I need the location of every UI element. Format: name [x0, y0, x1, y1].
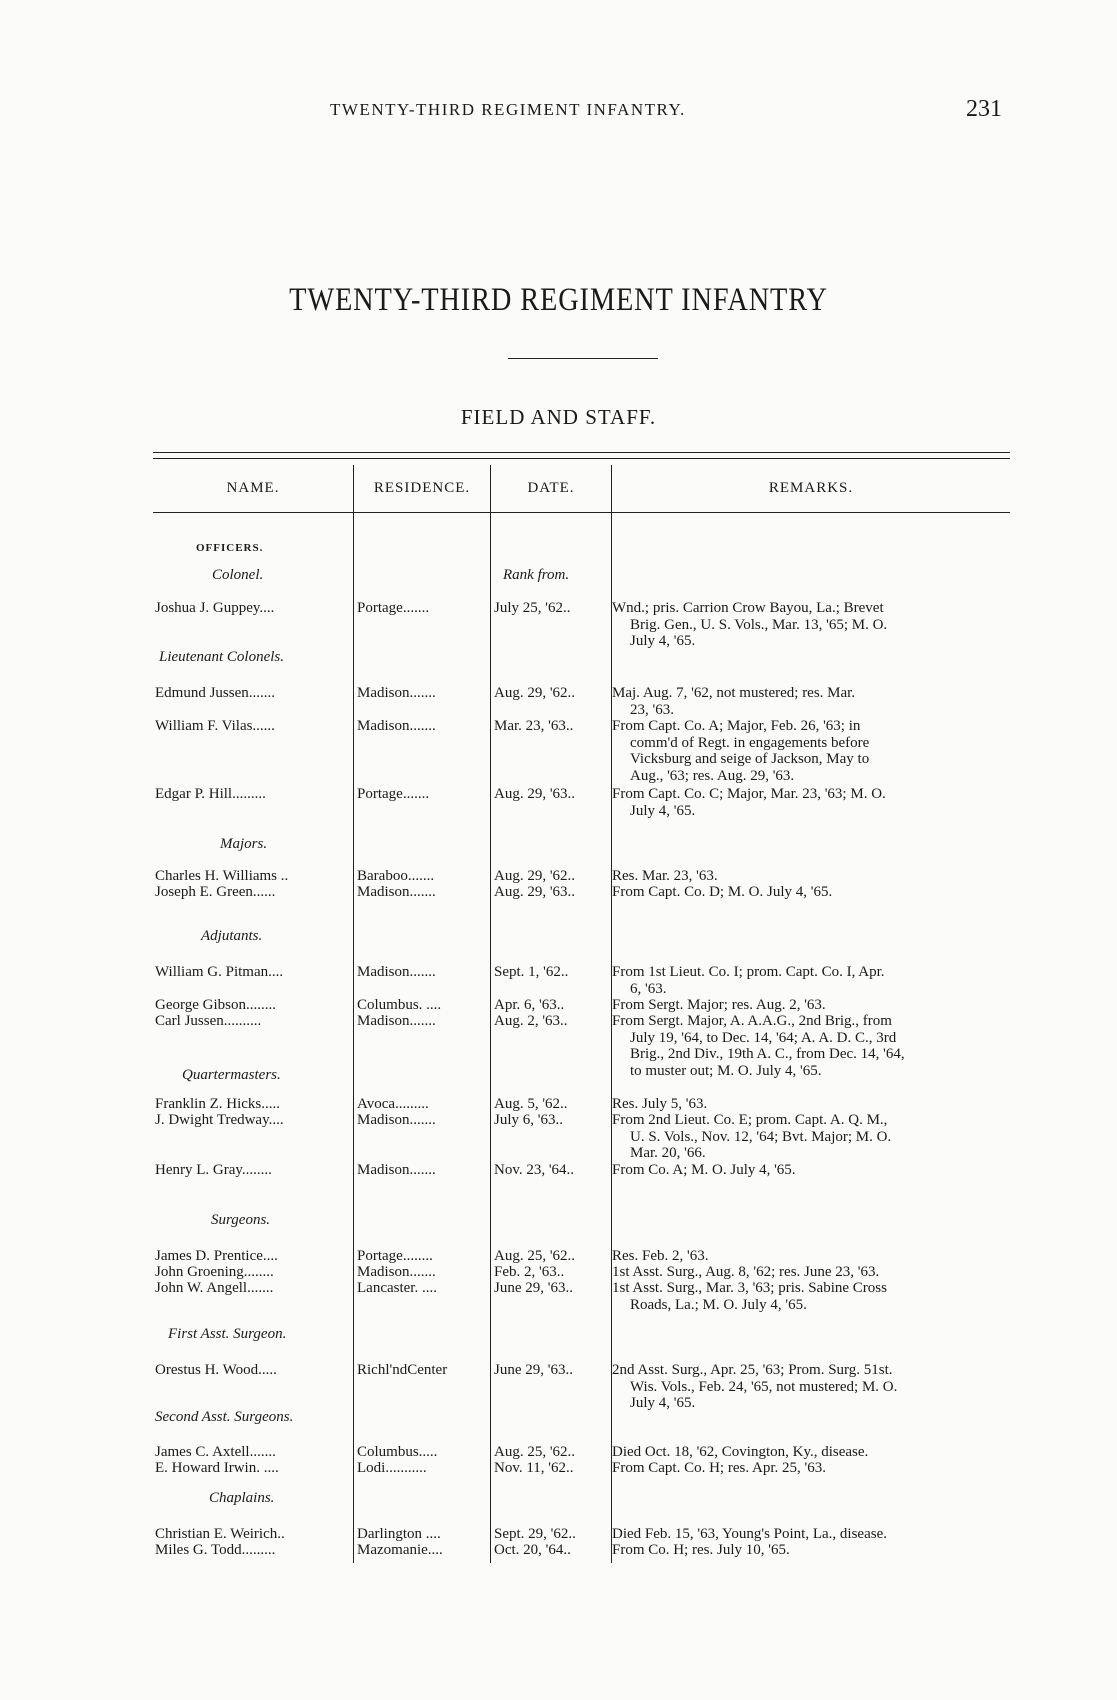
roster-remarks: [612, 1460, 1007, 1477]
roster-remarks: [612, 997, 1007, 1014]
roster-name: Henry L. Gray........: [155, 1162, 272, 1178]
roster-residence: Madison.......: [357, 1162, 436, 1178]
section-heading: FIELD AND STAFF.: [460, 405, 657, 429]
roster-remarks: [612, 1362, 1007, 1412]
remarks-line: Wnd.; pris. Carrion Crow Bayou, La.; Brevet: [612, 600, 884, 616]
remarks-line: Maj. Aug. 7, '62, not mustered; res. Mar.: [612, 685, 856, 701]
roster-residence: Lodi...........: [357, 1460, 427, 1476]
roster-date: Oct. 20, '64..: [494, 1542, 571, 1558]
roster-remarks: [612, 1013, 1007, 1079]
roster-date: Mar. 23, '63..: [494, 718, 574, 734]
roster-name: Edmund Jussen.......: [155, 685, 275, 701]
roster-name: George Gibson........: [155, 997, 276, 1013]
column-divider: [490, 465, 491, 1563]
remarks-line: 23, '63.: [630, 701, 674, 718]
roster-residence: Avoca.........: [357, 1096, 429, 1112]
remarks-line: From Sergt. Major; res. Aug. 2, '63.: [612, 997, 826, 1013]
roster-name: Miles G. Todd.........: [155, 1542, 276, 1558]
table-top-rule-2: [153, 458, 1010, 459]
remarks-line: to muster out; M. O. July 4, '65.: [630, 1062, 822, 1079]
remarks-line: 1st Asst. Surg., Aug. 8, '62; res. June 23, '63.: [612, 1264, 880, 1280]
roster-date: Nov. 23, '64..: [494, 1162, 575, 1178]
column-header-name: NAME.: [226, 480, 280, 496]
column-header-residence: RESIDENCE.: [373, 480, 471, 496]
remarks-line: Roads, La.; M. O. July 4, '65.: [630, 1296, 807, 1313]
remarks-line: Vicksburg and seige of Jackson, May to: [630, 751, 870, 767]
roster-remarks: [612, 1162, 1007, 1179]
roster-date: Aug. 25, '62..: [494, 1444, 576, 1460]
remarks-line: From 2nd Lieut. Co. E; prom. Capt. A. Q. M.,: [612, 1112, 888, 1128]
remarks-line: U. S. Vols., Nov. 12, '64; Bvt. Major; M. O.: [630, 1128, 892, 1145]
remarks-line: July 4, '65.: [630, 802, 696, 819]
title-rule: [508, 358, 658, 359]
page-title: TWENTY-THIRD REGIMENT INFANTRY: [289, 282, 828, 318]
roster-name: E. Howard Irwin. ....: [155, 1460, 279, 1476]
roster-name: Orestus H. Wood.....: [155, 1362, 277, 1378]
roster-date: Feb. 2, '63..: [494, 1264, 565, 1280]
roster-name: Joseph E. Green......: [155, 884, 276, 900]
roster-date: Apr. 6, '63..: [494, 997, 565, 1013]
roster-remarks: [612, 1526, 1007, 1543]
remarks-line: July 19, '64, to Dec. 14, '64; A. A. D. C., 3rd: [630, 1029, 897, 1046]
group-label-quartermasters: Quartermasters.: [182, 1067, 281, 1083]
roster-name: John Groening........: [155, 1264, 274, 1280]
remarks-line: Res. July 5, '63.: [612, 1096, 708, 1112]
group-label-surgeons: Surgeons.: [211, 1212, 271, 1228]
remarks-line: Wis. Vols., Feb. 24, '65, not mustered; M. O.: [630, 1378, 898, 1395]
roster-remarks: [612, 884, 1007, 901]
roster-date: June 29, '63..: [494, 1280, 573, 1296]
roster-residence: Madison.......: [357, 1264, 436, 1280]
page-number: 231: [966, 96, 1002, 122]
roster-name: John W. Angell.......: [155, 1280, 274, 1296]
group-label-majors: Majors.: [220, 836, 268, 852]
roster-name: William G. Pitman....: [155, 964, 284, 980]
roster-name: Charles H. Williams ..: [155, 868, 289, 884]
roster-residence: Lancaster. ....: [357, 1280, 437, 1296]
remarks-line: July 4, '65.: [630, 633, 696, 649]
roster-remarks: [612, 1444, 1007, 1461]
roster-name: Joshua J. Guppey....: [155, 600, 275, 616]
roster-remarks: [612, 964, 1007, 997]
remarks-line: Aug., '63; res. Aug. 29, '63.: [630, 767, 795, 784]
column-divider: [353, 465, 354, 1563]
roster-remarks: [612, 1248, 1007, 1265]
remarks-line: 1st Asst. Surg., Mar. 3, '63; pris. Sabine Cross: [612, 1280, 887, 1296]
remarks-line: Brig., 2nd Div., 19th A. C., from Dec. 14, '64,: [630, 1046, 905, 1062]
roster-residence: Darlington ....: [357, 1526, 441, 1542]
remarks-line: Mar. 20, '66.: [630, 1145, 706, 1161]
roster-name: Carl Jussen..........: [155, 1013, 262, 1029]
remarks-line: Died Oct. 18, '62, Covington, Ky., disease.: [612, 1444, 869, 1460]
remarks-line: From Capt. Co. D; M. O. July 4, '65.: [612, 884, 833, 900]
group-label-adjutants: Adjutants.: [201, 928, 263, 944]
roster-residence: Richl'ndCenter: [357, 1362, 448, 1378]
roster-date: Aug. 29, '63..: [494, 786, 576, 802]
roster-date: Aug. 29, '63..: [494, 884, 576, 900]
remarks-line: From Co. A; M. O. July 4, '65.: [612, 1162, 796, 1178]
roster-name: Franklin Z. Hicks.....: [155, 1096, 280, 1112]
roster-date: Aug. 29, '62..: [494, 685, 576, 701]
remarks-line: comm'd of Regt. in engagements before: [630, 734, 870, 751]
roster-remarks: [612, 1112, 1007, 1162]
roster-date: Aug. 5, '62..: [494, 1096, 568, 1112]
roster-residence: Portage........: [357, 1248, 433, 1264]
roster-date: Nov. 11, '62..: [494, 1460, 574, 1476]
roster-residence: Madison.......: [357, 884, 436, 900]
roster-residence: Portage.......: [357, 786, 430, 802]
roster-name: Christian E. Weirich..: [155, 1526, 285, 1542]
remarks-line: From Capt. Co. C; Major, Mar. 23, '63; M. O.: [612, 786, 886, 802]
header-bottom-rule: [153, 512, 1010, 513]
roster-date: Sept. 29, '62..: [494, 1526, 576, 1542]
roster-date: Aug. 25, '62..: [494, 1248, 576, 1264]
remarks-line: July 4, '65.: [630, 1395, 696, 1411]
group-label-officers: OFFICERS.: [196, 542, 264, 554]
roster-remarks: [612, 718, 1007, 784]
remarks-line: 2nd Asst. Surg., Apr. 25, '63; Prom. Surg. 51st.: [612, 1362, 893, 1378]
roster-residence: Baraboo.......: [357, 868, 435, 884]
table-top-rule: [153, 452, 1010, 453]
roster-residence: Columbus. ....: [357, 997, 442, 1013]
column-header-date: DATE.: [527, 480, 575, 496]
roster-remarks: [612, 1280, 1007, 1313]
group-label-first-asst-surgeon: First Asst. Surgeon.: [168, 1326, 287, 1342]
roster-date: July 6, '63..: [494, 1112, 563, 1128]
remarks-line: 6, '63.: [630, 980, 667, 997]
roster-residence: Mazomanie....: [357, 1542, 443, 1558]
roster-name: James D. Prentice....: [155, 1248, 278, 1264]
rank-from-label: Rank from.: [503, 567, 570, 583]
roster-remarks: [612, 1264, 1007, 1281]
group-label-chaplains: Chaplains.: [209, 1490, 275, 1506]
roster-remarks: [612, 1542, 1007, 1559]
remarks-line: Died Feb. 15, '63, Young's Point, La., disease.: [612, 1526, 887, 1542]
remarks-line: Res. Mar. 23, '63.: [612, 868, 718, 884]
roster-remarks: [612, 600, 1007, 650]
remarks-line: Brig. Gen., U. S. Vols., Mar. 13, '65; M. O.: [630, 616, 888, 633]
roster-remarks: [612, 685, 1007, 718]
roster-remarks: [612, 1096, 1007, 1113]
running-head: TWENTY-THIRD REGIMENT INFANTRY.: [330, 100, 686, 119]
remarks-line: From 1st Lieut. Co. I; prom. Capt. Co. I, Apr.: [612, 964, 885, 980]
remarks-line: Res. Feb. 2, '63.: [612, 1248, 709, 1264]
roster-name: James C. Axtell.......: [155, 1444, 276, 1460]
roster-date: July 25, '62..: [494, 600, 571, 616]
roster-residence: Madison.......: [357, 718, 436, 734]
roster-name: J. Dwight Tredway....: [155, 1112, 284, 1128]
roster-date: Sept. 1, '62..: [494, 964, 569, 980]
roster-date: Aug. 29, '62..: [494, 868, 576, 884]
group-label-second-asst-surgeons: Second Asst. Surgeons.: [155, 1409, 294, 1425]
column-header-remarks: REMARKS.: [768, 480, 854, 496]
roster-residence: Madison.......: [357, 1013, 436, 1029]
roster-residence: Columbus.....: [357, 1444, 438, 1460]
roster-remarks: [612, 786, 1007, 819]
roster-residence: Portage.......: [357, 600, 430, 616]
group-label-lt-colonels: Lieutenant Colonels.: [159, 649, 284, 665]
roster-date: June 29, '63..: [494, 1362, 573, 1378]
remarks-line: From Co. H; res. July 10, '65.: [612, 1542, 790, 1558]
roster-residence: Madison.......: [357, 1112, 436, 1128]
roster-residence: Madison.......: [357, 685, 436, 701]
remarks-line: From Capt. Co. H; res. Apr. 25, '63.: [612, 1460, 826, 1476]
roster-name: Edgar P. Hill.........: [155, 786, 266, 802]
roster-name: William F. Vilas......: [155, 718, 275, 734]
group-label-colonel: Colonel.: [212, 567, 264, 583]
roster-date: Aug. 2, '63..: [494, 1013, 568, 1029]
roster-residence: Madison.......: [357, 964, 436, 980]
remarks-line: From Sergt. Major, A. A.A.G., 2nd Brig., from: [612, 1013, 892, 1029]
remarks-line: From Capt. Co. A; Major, Feb. 26, '63; in: [612, 718, 861, 734]
roster-remarks: [612, 868, 1007, 885]
